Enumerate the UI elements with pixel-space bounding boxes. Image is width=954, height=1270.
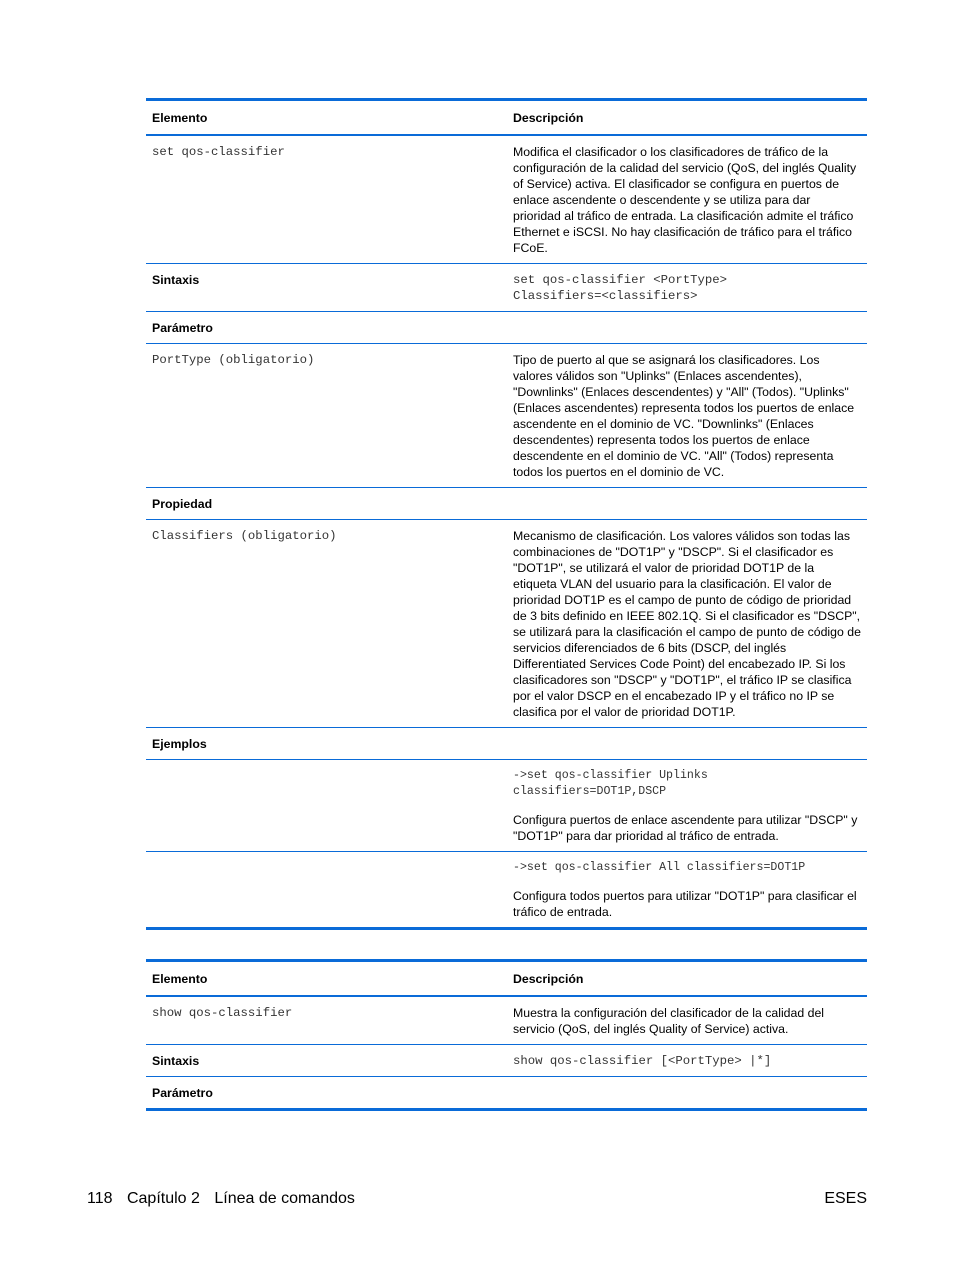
header-elemento: Elemento [146, 100, 507, 136]
example-description: Configura puertos de enlace ascendente para utilizar "DSCP" y "DOT1P" para dar prioridad al tráfico de entrada. [513, 813, 858, 843]
table-row [146, 488, 867, 520]
page-footer-left [87, 1190, 355, 1208]
property-name: Classifiers (obligatorio) [146, 520, 507, 728]
parameter-name: PortType (obligatorio) [146, 344, 507, 488]
parameter-label: Parámetro [146, 312, 507, 344]
example-description: Configura todos puertos para utilizar "DOT1P" para clasificar el tráfico de entrada. [513, 889, 857, 919]
command-name: set qos-classifier [146, 135, 507, 264]
command-description: Modifica el clasificador o los clasificadores de tráfico de la configuración de la calidad del servicio (QoS, del inglés Quality of Service) activa. El clasificador se configura en puertos de enlace ascendente o descendente y se utiliza para dar prioridad al tráfico de entrada. La clasificación admite el tráfico Ethernet e iSCSI. No hay clasificación de tráfico para el tráfico FCoE. [507, 135, 867, 264]
property-label: Propiedad [146, 488, 507, 520]
table-row [146, 312, 867, 344]
command-table-set-qos-classifier [146, 98, 867, 930]
example-command-line: ->set qos-classifier All classifiers=DOT1P [513, 861, 806, 874]
table-row [146, 760, 867, 852]
property-description: Mecanismo de clasificación. Los valores válidos son todas las combinaciones de "DOT1P" y "DSCP". Si el clasificador es "DOT1P", se utilizará el valor de prioridad DOT1P de la etiqueta VLAN del usuario para la clasificación. El valor de prioridad DOT1P es el campo de punto de código de prioridad de 3 bits definido en IEEE 802.1Q. Si el clasificador es "DSCP", se utilizará para la clasificación el campo de punto de código de servicios diferenciados de 6 bits (DSCP, del inglés Differentiated Services Code Point) del encabezado IP. Si los clasificadores son "DSCP" y "DOT1P", el tráfico IP se clasifica por el valor DSCP en el encabezado IP y el tráfico no IP se clasifica por el valor de prioridad DOT1P. [507, 520, 867, 728]
table-row [146, 344, 867, 488]
syntax-label: Sintaxis [146, 264, 507, 312]
header-descripcion: Descripción [507, 961, 867, 997]
parameter-description: Tipo de puerto al que se asignará los clasificadores. Los valores válidos son "Uplinks" (Enlaces ascendentes), "Downlinks" (Enlaces descendentes) y "All" (Todos). "Uplinks" (Enlaces ascendentes) representa todos los puertos de enlace ascendente en el dominio de VC. "Downlinks" (Enlaces descendentes) representa todos los puertos de enlace descendente en el dominio de VC. "All" (Todos) representa todos los puertos en el dominio de VC. [507, 344, 867, 488]
table-row [146, 135, 867, 264]
table-row [146, 1045, 867, 1077]
table-row [146, 520, 867, 728]
header-descripcion: Descripción [507, 100, 867, 136]
example-command-line: ->set qos-classifier Uplinks [513, 769, 708, 782]
syntax-line: Classifiers=<classifiers> [513, 289, 698, 303]
parameter-label: Parámetro [146, 1077, 507, 1110]
table-header-row [146, 100, 867, 136]
syntax-label: Sintaxis [146, 1045, 507, 1077]
table-row [146, 1077, 867, 1110]
examples-label: Ejemplos [146, 728, 507, 760]
example-2 [507, 852, 867, 929]
table-row [146, 996, 867, 1045]
table-row [146, 728, 867, 760]
chapter-label: Capítulo 2 [126, 1190, 200, 1207]
example-1 [507, 760, 867, 852]
command-description: Muestra la configuración del clasificador de la calidad del servicio (QoS, del inglés Quality of Service) activa. [507, 996, 867, 1045]
command-name: show qos-classifier [146, 996, 507, 1045]
header-elemento: Elemento [146, 961, 507, 997]
syntax-line: set qos-classifier <PortType> [513, 273, 728, 287]
syntax-value: show qos-classifier [<PortType> |*] [507, 1045, 867, 1077]
chapter-title: Línea de comandos [214, 1190, 355, 1207]
page-number: 118 [87, 1190, 113, 1207]
syntax-value [507, 264, 867, 312]
example-command-line: classifiers=DOT1P,DSCP [513, 785, 667, 798]
table-header-row [146, 961, 867, 997]
table-row [146, 852, 867, 929]
page-footer-locale: ESES [824, 1190, 867, 1207]
table-row [146, 264, 867, 312]
command-table-show-qos-classifier [146, 959, 867, 1111]
